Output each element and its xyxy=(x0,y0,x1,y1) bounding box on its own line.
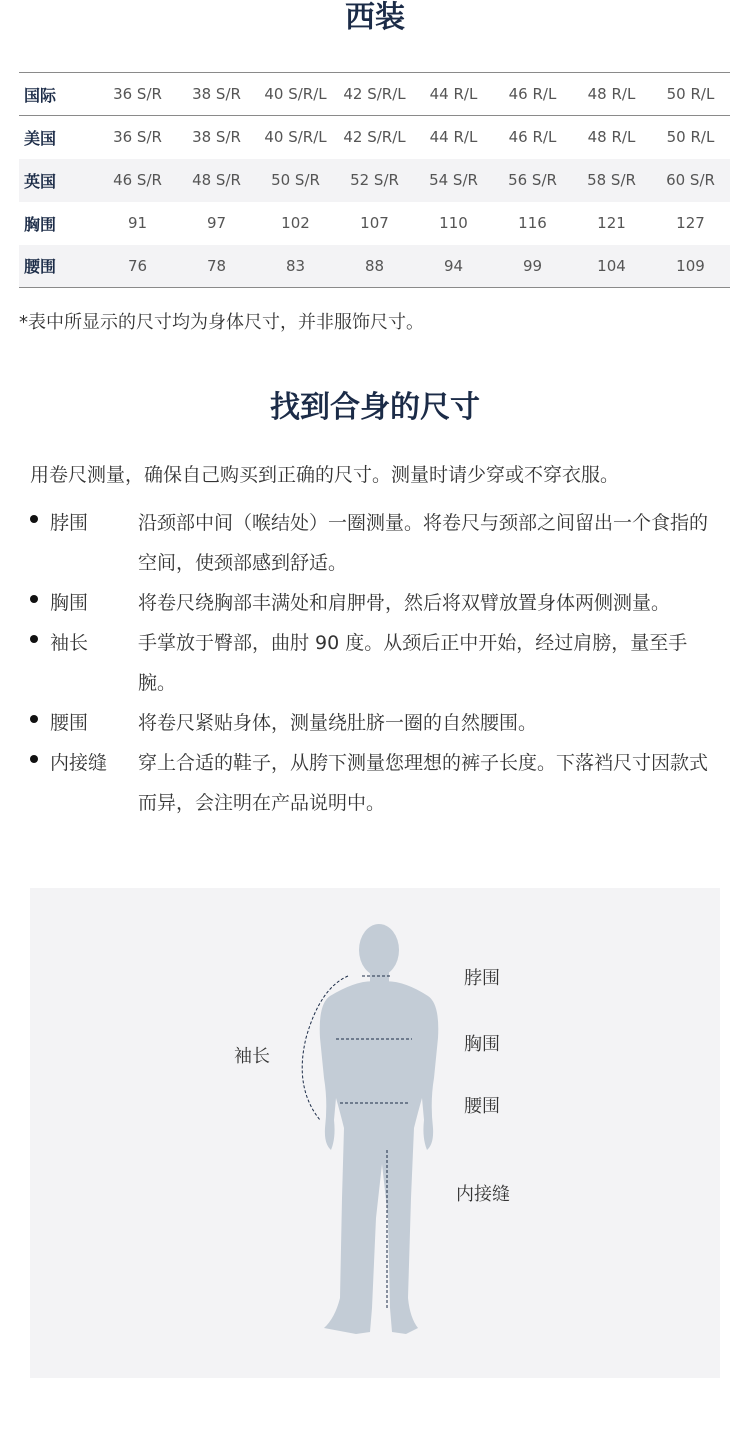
measurement-label: 袖长 xyxy=(50,632,89,654)
size-cell: 44 R/L xyxy=(429,128,478,147)
measurement-label: 腰围 xyxy=(50,712,89,734)
size-cell: 116 xyxy=(518,214,547,232)
size-cell: 54 S/R xyxy=(429,171,478,189)
size-row-label: 胸围 xyxy=(24,214,57,234)
figure-label-chest: 胸围 xyxy=(464,1034,500,1055)
size-cell: 38 S/R xyxy=(192,85,241,103)
size-cell: 50 R/L xyxy=(666,128,715,147)
measurement-item-inseam xyxy=(30,743,710,823)
size-cell: 48 R/L xyxy=(587,128,636,147)
measurement-label: 脖围 xyxy=(50,512,89,534)
size-row xyxy=(19,245,730,288)
measurement-label: 内接缝 xyxy=(50,752,108,774)
size-cell: 58 S/R xyxy=(587,171,636,189)
bullet-icon xyxy=(30,755,38,763)
size-cell: 102 xyxy=(281,214,310,232)
size-row-label: 腰围 xyxy=(24,257,57,277)
size-cell: 121 xyxy=(597,214,626,232)
size-cell: 36 S/R xyxy=(113,85,162,103)
size-cell: 52 S/R xyxy=(350,171,399,189)
size-cell: 127 xyxy=(676,214,705,232)
figure-label-inseam: 内接缝 xyxy=(456,1184,510,1205)
bullet-icon xyxy=(30,715,38,723)
size-cell: 88 xyxy=(364,256,385,275)
page-title: 西装 xyxy=(345,0,405,35)
size-cell: 94 xyxy=(443,256,464,275)
measurement-list xyxy=(30,503,710,823)
size-cell: 42 S/R/L xyxy=(343,128,406,147)
size-cell: 99 xyxy=(522,256,543,275)
size-row-label: 美国 xyxy=(24,128,57,148)
size-cell: 50 R/L xyxy=(666,85,715,103)
figure-label-waist: 腰围 xyxy=(464,1096,500,1117)
size-row xyxy=(19,202,730,245)
size-cell: 48 R/L xyxy=(587,85,636,103)
size-cell: 83 xyxy=(285,256,306,275)
size-cell: 97 xyxy=(206,214,227,232)
measurement-figure xyxy=(30,888,720,1378)
measurement-label: 胸围 xyxy=(50,592,89,614)
figure-label-neck: 脖围 xyxy=(464,968,500,989)
fit-intro: 用卷尺测量，确保自己购买到正确的尺寸。测量时请少穿或不穿衣服。 xyxy=(30,464,620,486)
body-silhouette-illustration xyxy=(30,888,720,1378)
measurement-desc: 穿上合适的鞋子，从胯下测量您理想的裤子长度。下落裆尺寸因款式而异，会注明在产品说明中。 xyxy=(138,752,709,814)
size-cell: 110 xyxy=(439,214,468,232)
size-cell: 109 xyxy=(676,256,705,275)
size-cell: 40 S/R/L xyxy=(264,85,327,103)
fit-heading: 找到合身的尺寸 xyxy=(270,390,480,425)
size-cell: 56 S/R xyxy=(508,171,557,189)
size-cell: 46 S/R xyxy=(113,171,162,189)
bullet-icon xyxy=(30,515,38,523)
measurement-desc: 将卷尺绕胸部丰满处和肩胛骨，然后将双臂放置身体两侧测量。 xyxy=(138,592,671,614)
measurement-item-neck xyxy=(30,503,710,583)
silhouette xyxy=(320,924,439,1334)
figure-label-sleeve: 袖长 xyxy=(234,1046,270,1067)
size-cell: 38 S/R xyxy=(192,128,241,147)
size-cell: 76 xyxy=(127,256,148,275)
measurement-item-waist xyxy=(30,703,710,743)
bullet-icon xyxy=(30,635,38,643)
size-note: *表中所显示的尺寸均为身体尺寸，并非服饰尺寸。 xyxy=(19,312,424,333)
size-cell: 42 S/R/L xyxy=(343,85,406,103)
measurement-desc: 沿颈部中间（喉结处）一圈测量。将卷尺与颈部之间留出一个食指的空间，使颈部感到舒适。 xyxy=(138,512,709,574)
size-cell: 78 xyxy=(206,256,227,275)
size-cell: 46 R/L xyxy=(508,85,557,103)
size-cell: 40 S/R/L xyxy=(264,128,327,147)
size-row-label: 英国 xyxy=(24,171,57,191)
size-cell: 50 S/R xyxy=(271,171,320,189)
size-cell: 48 S/R xyxy=(192,171,241,189)
size-table xyxy=(19,72,730,288)
size-cell: 60 S/R xyxy=(666,171,715,189)
size-cell: 46 R/L xyxy=(508,128,557,147)
size-row-label: 国际 xyxy=(24,85,57,105)
measurement-desc: 手掌放于臀部，曲肘 90 度。从颈后正中开始，经过肩膀，量至手腕。 xyxy=(138,632,688,694)
measurement-desc: 将卷尺紧贴身体，测量绕肚脐一圈的自然腰围。 xyxy=(138,712,538,734)
measurement-item-chest xyxy=(30,583,710,623)
size-row xyxy=(19,116,730,159)
size-cell: 91 xyxy=(127,214,148,232)
size-cell: 104 xyxy=(597,256,626,275)
measurement-item-sleeve xyxy=(30,623,710,703)
size-row xyxy=(19,73,730,116)
bullet-icon xyxy=(30,595,38,603)
size-cell: 36 S/R xyxy=(113,128,162,147)
size-row xyxy=(19,159,730,202)
size-cell: 107 xyxy=(360,214,389,232)
size-cell: 44 R/L xyxy=(429,85,478,103)
